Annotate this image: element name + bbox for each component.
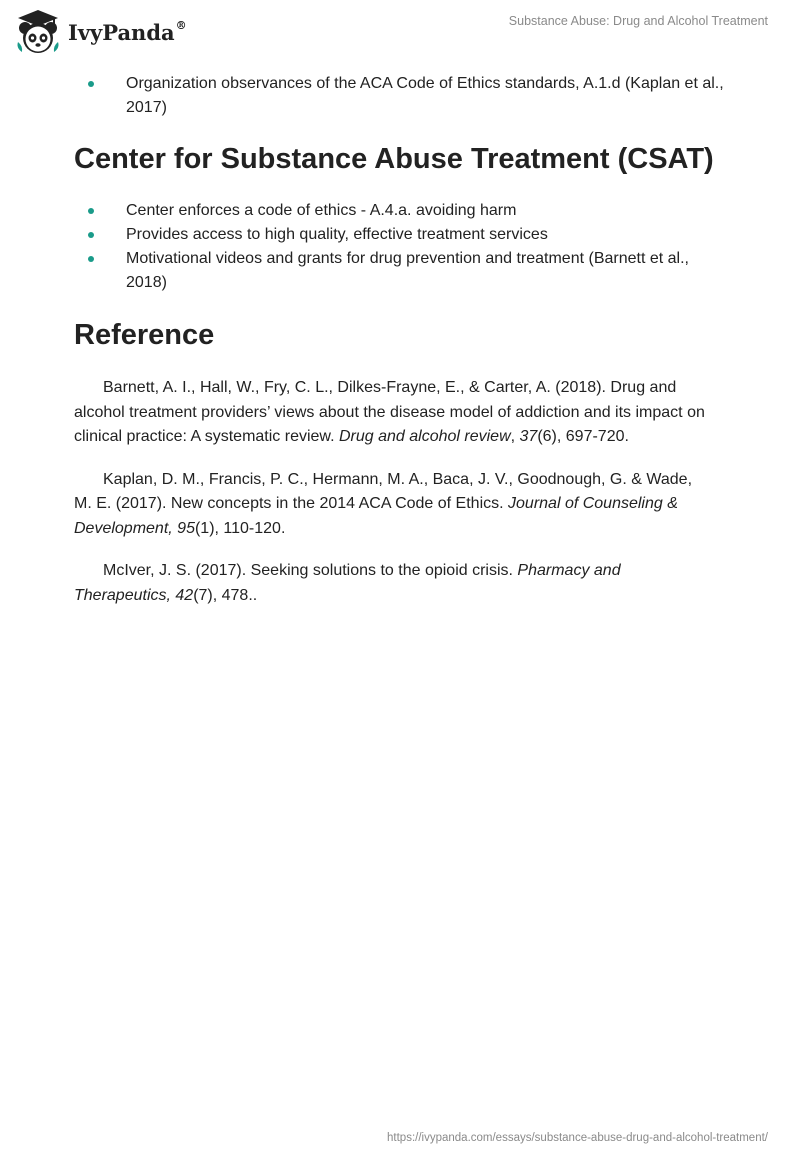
document-title: Substance Abuse: Drug and Alcohol Treatment	[508, 14, 768, 28]
list-item: Motivational videos and grants for drug prevention and treatment (Barnett et al., 2018)	[74, 247, 734, 295]
brand-name: IvyPanda®	[68, 18, 187, 45]
bullet-list-intro	[74, 72, 734, 120]
bullet-dot-icon	[88, 81, 94, 87]
list-item: Center enforces a code of ethics - A.4.a. avoiding harm	[74, 199, 734, 223]
reference-entry: Kaplan, D. M., Francis, P. C., Hermann, M. A., Baca, J. V., Goodnough, G. & Wade, M. E. (2017). New concepts in the 2014 ACA Code of Ethics. Journal of Counseling & Development, 95(1), 110-120.	[74, 470, 693, 537]
reference-entry: Barnett, A. I., Hall, W., Fry, C. L., Dilkes-Frayne, E., & Carter, A. (2018). Drug and alcohol treatment providers’ views about the disease model of addiction and its impact on clinical practice: A systematic review. Drug and alcohol review, 37(6), 697-720.	[74, 379, 705, 445]
bullet-dot-icon	[88, 256, 94, 262]
list-item: Organization observances of the ACA Code of Ethics standards, A.1.d (Kaplan et al., 2017)	[74, 72, 734, 120]
reference-entry: McIver, J. S. (2017). Seeking solutions to the opioid crisis. Pharmacy and Therapeutics, 42(7), 478..	[74, 562, 621, 604]
bullet-dot-icon	[88, 232, 94, 238]
brand-logo[interactable]	[14, 8, 187, 56]
bullet-list-csat	[74, 199, 734, 295]
bullet-dot-icon	[88, 208, 94, 214]
reference-list	[74, 376, 714, 608]
section-heading-csat: Center for Substance Abuse Treatment (CSAT)	[74, 143, 714, 175]
section-heading-reference: Reference	[74, 319, 215, 351]
footer-url-link[interactable]: https://ivypanda.com/essays/substance-abuse-drug-and-alcohol-treatment/	[387, 1132, 768, 1144]
list-item: Provides access to high quality, effective treatment services	[74, 223, 734, 247]
panda-graduate-icon	[14, 8, 62, 56]
page-header	[0, 0, 800, 60]
